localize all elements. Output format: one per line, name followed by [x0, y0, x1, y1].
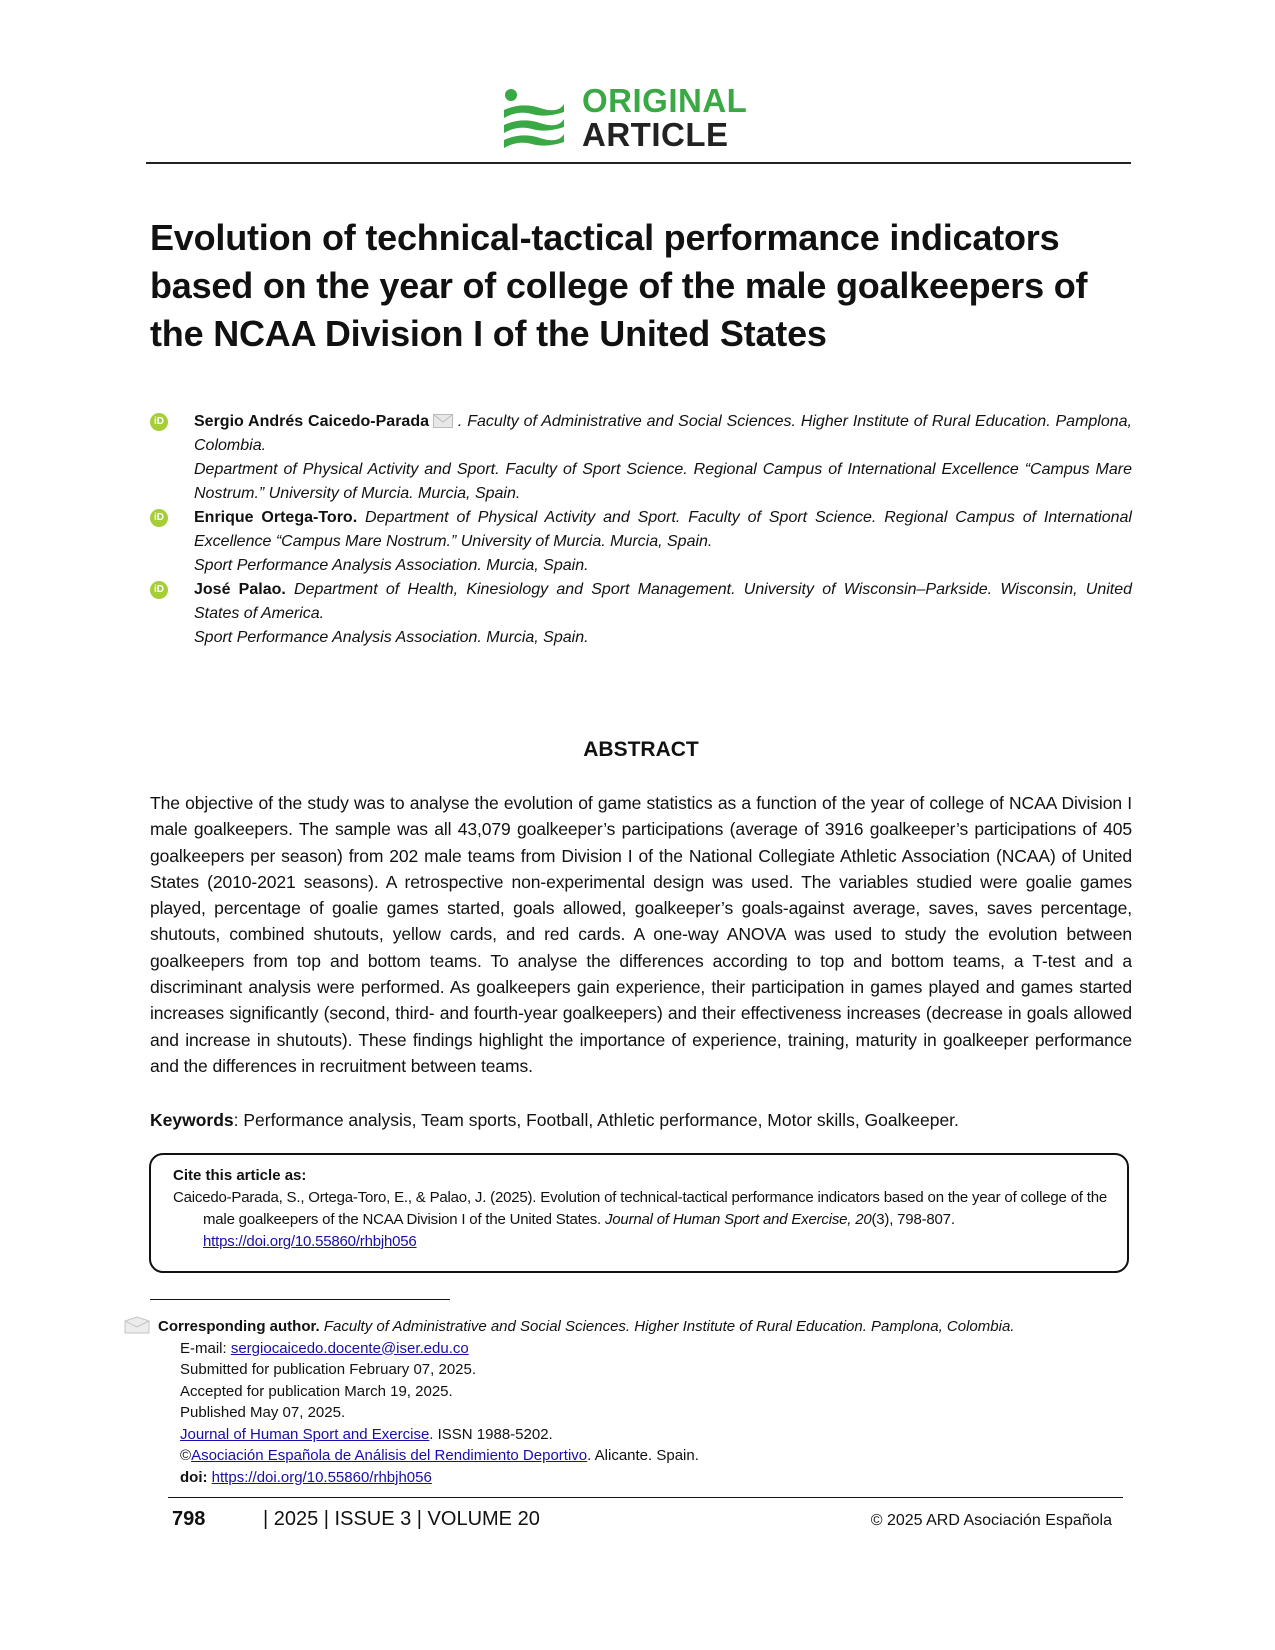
orcid-icon[interactable]: iD: [150, 581, 168, 599]
keywords-list: : Performance analysis, Team sports, Football, Athletic performance, Motor skills, Goalkeeper.: [233, 1110, 959, 1130]
issue-info: | 2025 | ISSUE 3 | VOLUME 20: [263, 1508, 540, 1530]
author-name: Sergio Andrés Caicedo-Parada: [194, 413, 429, 430]
footer-copyright: © 2025 ARD Asociación Española: [870, 1512, 1112, 1529]
author-affiliation: Sport Performance Analysis Association. Murcia, Spain.: [194, 629, 589, 646]
footnote-rule: [150, 1299, 450, 1300]
corresponding-author-label: Corresponding author.: [158, 1318, 320, 1335]
cite-heading: Cite this article as:: [173, 1167, 307, 1184]
published-date: Published May 07, 2025.: [180, 1404, 346, 1421]
envelope-icon: [124, 1316, 150, 1334]
author-affiliation: Sport Performance Analysis Association. Murcia, Spain.: [194, 557, 589, 574]
author-affiliation: Department of Physical Activity and Sport. Faculty of Sport Science. Regional Campus of International Excellence “Campus Mare Nostrum.” University of Murcia. Murcia, Spain.: [194, 509, 1132, 550]
author-list: [150, 410, 1132, 650]
author-entry: [150, 578, 1132, 650]
doi-label: doi:: [180, 1468, 208, 1486]
abstract-text: The objective of the study was to analyse the evolution of game statistics as a function of the year of college of NCAA Division I male goalkeepers. The sample was all 43,079 goalkeeper’s participations (average of 3916 goalkeeper’s participations of 405 goalkeepers per season) from 202 male teams from Division I of the National Collegiate Athletic Association (NCAA) of United States (2010-2021 seasons). A retrospective non-experimental design was used. The variables studied were goalie games played, percentage of goalie games started, goals allowed, goalkeeper’s goals-against average, saves, saves percentage, shutouts, combined shutouts, yellow cards, and red cards. A one-way ANOVA was used to study the evolution between goalkeepers from top and bottom teams. To analyse the differences according to top and bottom teams, a T-test and a discriminant analysis were performed. As goalkeepers gain experience, their participation in games played and games started increases significantly (second, third- and fourth-year goalkeepers) and their effectiveness increases (decrease in goals allowed and increase in shutouts). These findings highlight the importance of experience, training, maturity in goalkeeper performance and the differences in recruitment between teams.: [150, 793, 1132, 1076]
journal-link[interactable]: Journal of Human Sport and Exercise: [180, 1425, 430, 1443]
envelope-icon: [433, 414, 453, 428]
doi-link[interactable]: https://doi.org/10.55860/rhbjh056: [211, 1468, 432, 1486]
logo-article-text: ARTICLE: [582, 116, 729, 153]
stripes-logo-icon: [502, 88, 564, 150]
author-entry: iD Sergio Andrés Caicedo-Parada . Faculty of Administrative and Social Sciences. Higher Institute of Rural Education. Pamplona, Colombia. Department of Physical Activity and Sport. Faculty of Sport Science. Regional Campus of International Excellence “Campus Mare Nostrum.” University of Murcia. Murcia, Spain.: [150, 410, 1132, 506]
author-entry: [150, 506, 1132, 578]
keywords: [150, 1107, 1132, 1133]
author-affiliation: Department of Health, Kinesiology and Sport Management. University of Wisconsin–Parkside. Wisconsin, United States of America.: [194, 581, 1133, 622]
citation-doi-link[interactable]: https://doi.org/10.55860/rhbjh056: [203, 1233, 417, 1250]
email-link[interactable]: sergiocaicedo.docente@iser.edu.co: [230, 1339, 469, 1357]
article-title: Evolution of technical-tactical performance indicators based on the year of college of the male goalkeepers of the NCAA Division I of the United States: [150, 217, 1088, 354]
author-affiliation: Faculty of Administrative and Social Sciences. Higher Institute of Rural Education. Pamplona, Colombia.: [194, 413, 1132, 454]
citation-text: Caicedo-Parada, S., Ortega-Toro, E., & Palao, J. (2025). Evolution of technical-tactical performance indicators based on the year of college of the male goalkeepers of the NCAA Division I of the United States. Journal of Human Sport and Exercise, 20(3), 798-807. https://doi.org/10.55860/rhbjh056: [173, 1189, 1107, 1250]
author-affiliation: Department of Physical Activity and Sport. Faculty of Sport Science. Regional Campus of International Excellence “Campus Mare Nostrum.” University of Murcia. Murcia, Spain.: [194, 461, 1132, 502]
original-article-logo: [502, 84, 802, 154]
page-number: 798: [172, 1508, 206, 1530]
submitted-date: Submitted for publication February 07, 2025.: [180, 1361, 477, 1378]
citation-journal: Journal of Human Sport and Exercise, 20: [604, 1211, 872, 1228]
footer-rule: [168, 1497, 1123, 1498]
corresponding-author-footnote: Corresponding author. Faculty of Administrative and Social Sciences. Higher Institute of Rural Education. Pamplona, Colombia. E-mail: sergiocaicedo.docente@iser.edu.co Submitted for publication February 07, 2025. Accepted for publication March 19, 2025. Published May 07, 2025. Journal of Human Sport and Exercise. ISSN 1988-5202. ©Asociación Española de Análisis del Rendimiento Deportivo. Alicante. Spain. doi: https://doi.org/10.55860/rhbjh056: [124, 1316, 1124, 1488]
author-name: José Palao.: [194, 581, 286, 598]
orcid-icon[interactable]: iD: [150, 509, 168, 527]
association-link[interactable]: Asociación Española de Análisis del Rendimiento Deportivo: [191, 1447, 588, 1464]
accepted-date: Accepted for publication March 19, 2025.: [180, 1382, 453, 1400]
abstract-heading: ABSTRACT: [583, 738, 699, 761]
cite-box: [149, 1153, 1129, 1273]
header-rule: [146, 162, 1131, 164]
author-name: Enrique Ortega-Toro.: [194, 509, 358, 526]
logo-original-text: ORIGINAL: [582, 82, 748, 119]
keywords-label: Keywords: [150, 1110, 234, 1130]
corresponding-affiliation: Faculty of Administrative and Social Sciences. Higher Institute of Rural Education. Pamplona, Colombia.: [323, 1318, 1015, 1335]
orcid-icon[interactable]: iD: [150, 413, 168, 431]
